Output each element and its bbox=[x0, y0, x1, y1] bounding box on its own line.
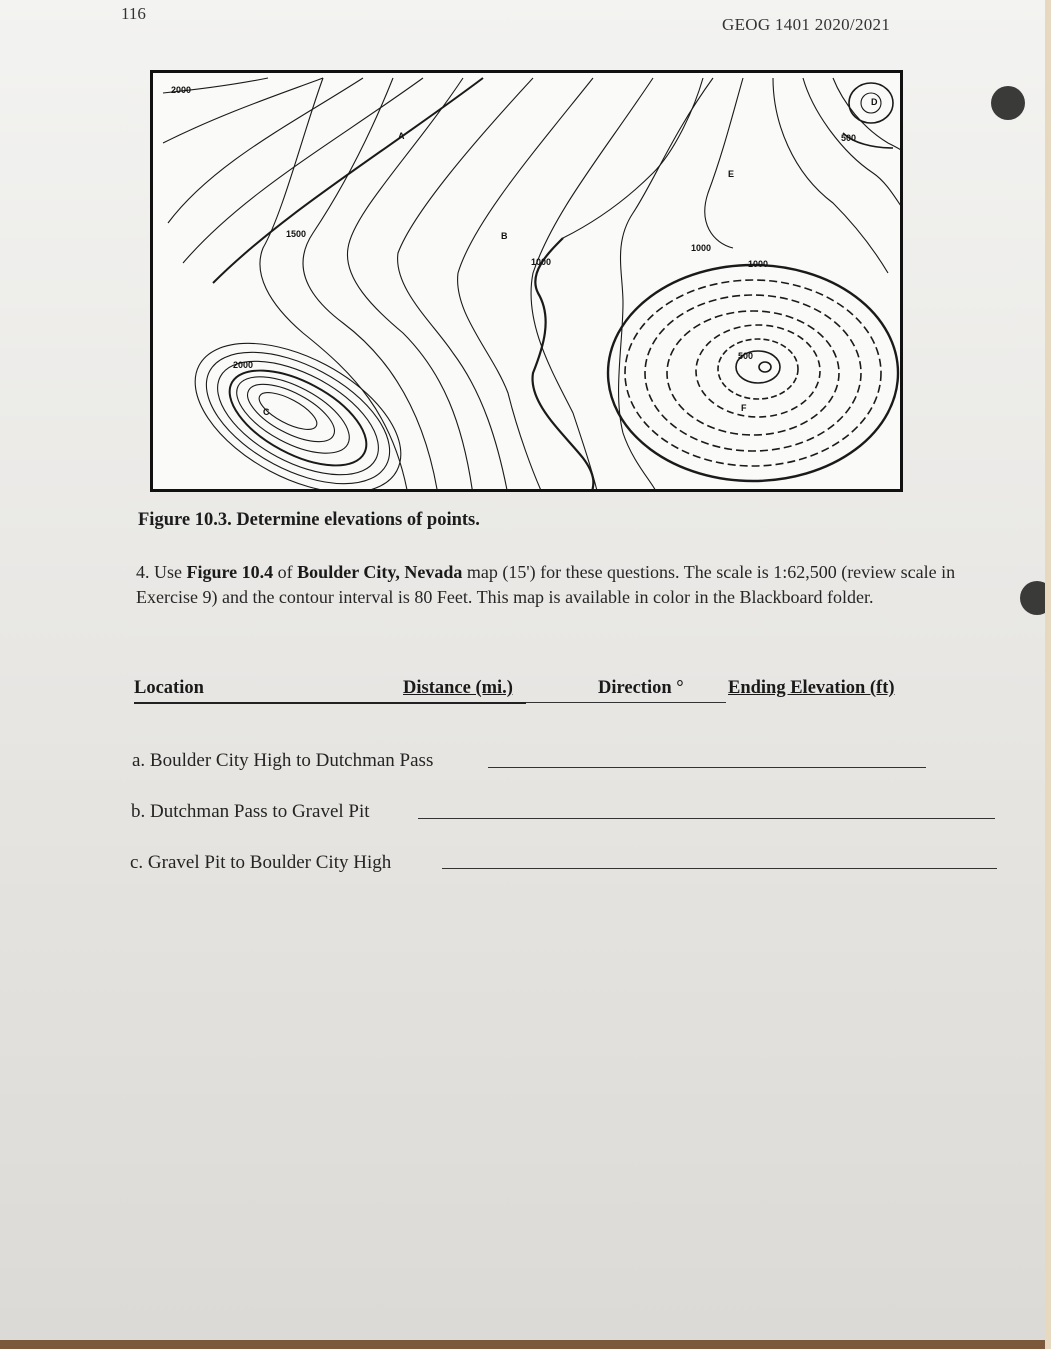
question-paragraph bbox=[136, 560, 996, 609]
page-edge bbox=[1045, 0, 1051, 1349]
map-name: Boulder City, Nevada bbox=[297, 562, 463, 582]
point-c-label: C bbox=[263, 407, 270, 417]
answer-line-b[interactable] bbox=[418, 818, 995, 819]
answer-line-c[interactable] bbox=[442, 868, 997, 869]
column-header-location: Location bbox=[134, 678, 204, 698]
contour-lines bbox=[153, 73, 903, 492]
point-e-label: E bbox=[728, 169, 735, 179]
table-row-a: a. Boulder City High to Dutchman Pass bbox=[132, 750, 434, 771]
point-b-label: B bbox=[501, 231, 508, 241]
contour-label-1000-ring: 1000 bbox=[748, 259, 769, 269]
contour-map-figure bbox=[150, 70, 903, 492]
question-number: 4. bbox=[136, 562, 150, 582]
binder-hole-top bbox=[991, 86, 1025, 120]
course-header: GEOG 1401 2020/2021 bbox=[722, 15, 891, 34]
contour-label-1500: 1500 bbox=[286, 229, 307, 239]
question-text: map (15') for these questions. The scale is 1:62,500 (review scale in Exercise 9) and the contour interval is 80 Feet. This map is available in color in the Blackboard folder. bbox=[136, 562, 956, 607]
point-d-label: D bbox=[871, 97, 878, 107]
point-f-label: F bbox=[741, 403, 747, 413]
question-of: of bbox=[277, 562, 293, 582]
point-a-label: A bbox=[398, 131, 405, 141]
contour-label-1000-mid: 1000 bbox=[531, 257, 552, 267]
column-header-distance: Distance (mi.) bbox=[403, 678, 513, 698]
page-number: 116 bbox=[121, 4, 146, 23]
column-header-direction: Direction ° bbox=[598, 678, 684, 698]
table-row-c: c. Gravel Pit to Boulder City High bbox=[130, 852, 392, 873]
figure-reference: Figure 10.4 bbox=[186, 562, 274, 582]
figure-caption: Figure 10.3. Determine elevations of points. bbox=[138, 510, 480, 530]
question-use: Use bbox=[154, 562, 182, 582]
column-header-ending-elevation: Ending Elevation (ft) bbox=[728, 678, 895, 698]
contour-label-2000-peak: 2000 bbox=[233, 360, 254, 370]
header-underline-direction bbox=[526, 702, 726, 703]
contour-label-500-depression: 500 bbox=[738, 351, 754, 361]
header-underline bbox=[134, 702, 526, 704]
answer-line-a[interactable] bbox=[488, 767, 926, 768]
contour-label-500-top: 500 bbox=[841, 133, 857, 143]
table-row-b: b. Dutchman Pass to Gravel Pit bbox=[131, 801, 370, 822]
contour-label-1000-right: 1000 bbox=[691, 243, 712, 253]
contour-label-2000-top: 2000 bbox=[171, 85, 192, 95]
